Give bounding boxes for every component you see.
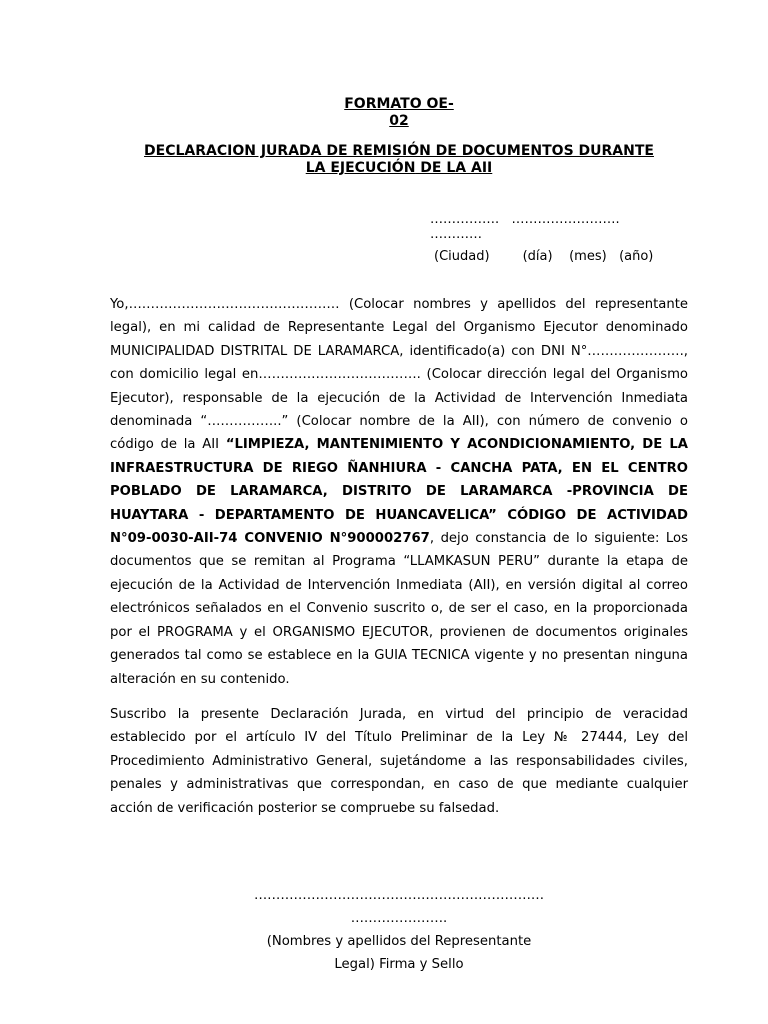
document-title-line2 <box>110 160 688 177</box>
signature-block <box>110 884 688 976</box>
date-dots-city: ……………. <box>430 212 500 227</box>
declaration-paragraph-1 <box>110 293 688 691</box>
date-placeholder <box>430 212 620 242</box>
date-dots-day-month: ……………………. <box>511 212 620 227</box>
signature-dots-line1: ………………………………………………………… <box>253 888 545 903</box>
paragraph-1-rest: , dejo constancia de lo siguiente: Los documentos que se remitan al Programa “LLAMKASUN PERU” durante la etapa de ejecución de la Actividad de Intervención Inmediata (AII), en versión digital al correo electrónicos señalados en el Convenio suscrito o, de ser el caso, en la proporcionada por el PROGRAMA y el ORGANISMO EJECUTOR, provienen de documentos originales generados tal como se establece en la GUIA TECNICA vigente y no presentan ninguna alteración en su contenido. <box>110 531 688 687</box>
activity-name-bold: “LIMPIEZA, MANTENIMIENTO Y ACONDICIONAMIENTO, DE LA INFRAESTRUCTURA DE RIEGO ÑANHIURA - CANCHA PATA, EN EL CENTRO POBLADO DE LARAMARCA, DISTRITO DE LARAMARCA -PROVINCIA DE HUAYTARA - DEPARTAMENTO DE HUANCAVELICA” CÓDIGO DE ACTIVIDAD N°09-0030-AII-74 CONVENIO N°900002767 <box>110 437 688 547</box>
declaration-body <box>110 293 688 832</box>
signature-name-line1: (Nombres y apellidos del Representante <box>266 934 532 949</box>
format-code-line2: 02 <box>389 113 409 129</box>
signature-name-line2: Legal) Firma y Sello <box>334 957 464 972</box>
declaration-paragraph-2: Suscribo la presente Declaración Jurada, en virtud del principio de veracidad establecido por el artículo IV del Título Preliminar de la Ley № 27444, Ley del Procedimiento Administrativo General, sujetándome a las responsabilidades civiles, penales y administrativas que correspondan, en caso de que mediante cualquier acción de verificación posterior se compruebe su falsedad. <box>110 706 688 816</box>
paragraph-1-intro: Yo,………………………………………… (Colocar nombres y apellidos del representante legal), en mi calidad de Representante Legal del Organismo Ejecutor denominado MUNICIPALIDAD DISTRITAL DE LARAMARCA, identificado(a) con DNI N°…………………., con domicilio legal en………………………………. (Colocar dirección legal del Organismo Ejecutor), responsable de la ejecución de la Actividad de Intervención Inmediata denominada “……………..” (Colocar nombre de la AII), con número de convenio o código de la AII <box>110 297 688 453</box>
document-title-line2-a: LA EJECUCIÓN <box>305 160 416 176</box>
document-title <box>110 143 688 177</box>
date-dots-row <box>430 212 620 227</box>
format-code <box>110 96 688 130</box>
date-dots-year: ………… <box>430 227 482 242</box>
document-title-line1: DECLARACION JURADA DE REMISIÓN DE DOCUMENTOS DURANTE <box>144 143 654 159</box>
date-labels: (Ciudad) (día) (mes) (año) <box>434 249 654 264</box>
signature-dots-line2: …………………. <box>350 911 448 926</box>
format-code-line1: FORMATO OE- <box>344 96 454 112</box>
document-title-line2-b: DE LA AII <box>415 160 493 176</box>
